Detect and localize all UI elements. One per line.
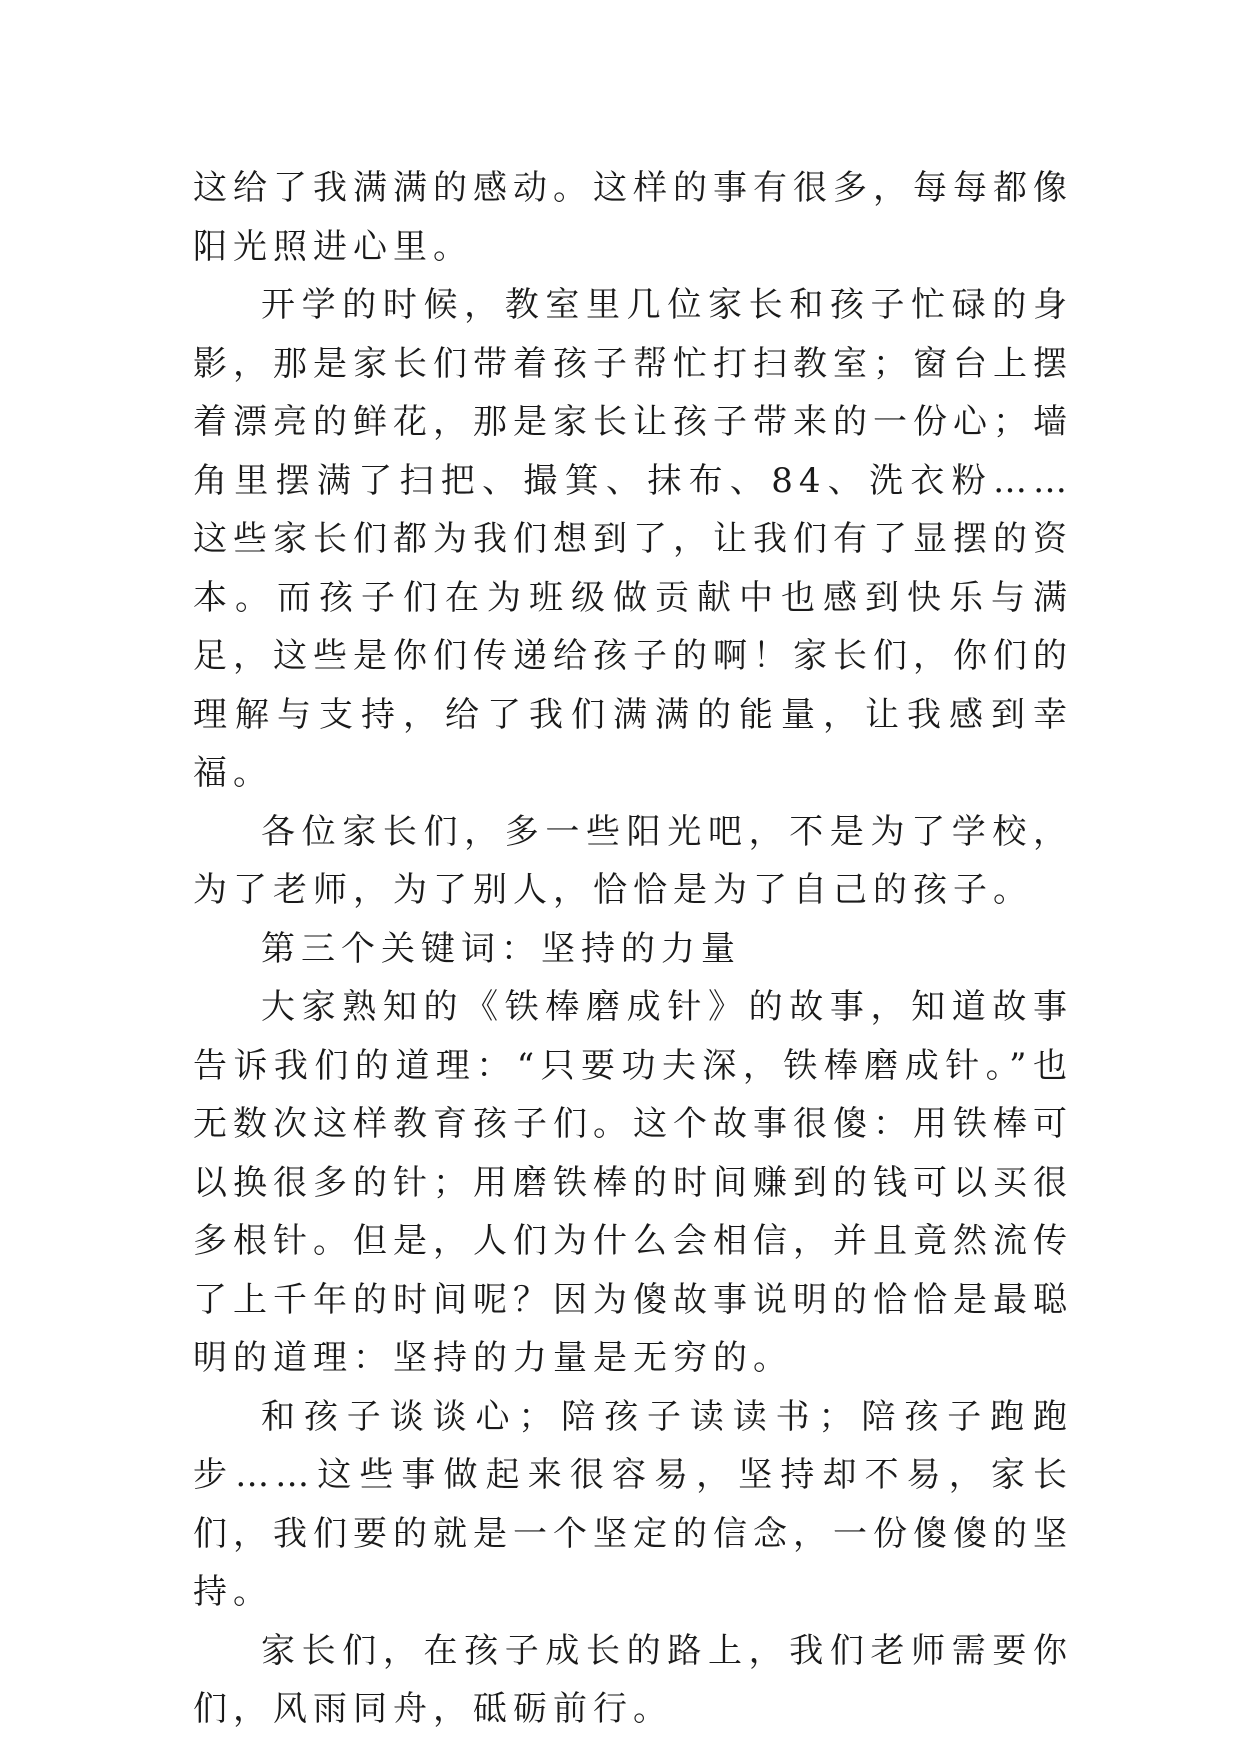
paragraph-continuation: 这给了我满满的感动。这样的事有很多，每每都像阳光照进心里。	[193, 168, 1073, 267]
body-text	[193, 159, 1073, 1739]
paragraph-sunshine-appeal: 各位家长们，多一些阳光吧，不是为了学校，为了老师，为了别人，恰恰是为了自己的孩子。	[193, 811, 1073, 910]
paragraph-perseverance: 和孩子谈谈心；陪孩子读读书；陪孩子跑跑步……这些事做起来很容易，坚持却不易，家长们，我们要的就是一个坚定的信念，一份傻傻的坚持。	[193, 1396, 1073, 1612]
paragraph-iron-rod-story: 大家熟知的《铁棒磨成针》的故事，知道故事告诉我们的道理：“只要功夫深，铁棒磨成针。”也无数次这样教育孩子们。这个故事很傻：用铁棒可以换很多的针；用磨铁棒的时间赚到的钱可以买很多根针。但是，人们为什么会相信，并且竟然流传了上千年的时间呢？因为傻故事说明的恰恰是最聪明的道理：坚持的力量是无穷的。	[193, 987, 1073, 1378]
section-heading-keyword-three: 第三个关键词：坚持的力量	[261, 928, 741, 969]
paragraph-closing: 家长们，在孩子成长的路上，我们老师需要你们，风雨同舟，砥砺前行。	[193, 1630, 1073, 1729]
paragraph-school-start: 开学的时候，教室里几位家长和孩子忙碌的身影，那是家长们带着孩子帮忙打扫教室；窗台上摆着漂亮的鲜花，那是家长让孩子带来的一份心；墙角里摆满了扫把、撮箕、抹布、84、洗衣粉……这些家长们都为我们想到了，让我们有了显摆的资本。而孩子们在为班级做贡献中也感到快乐与满足，这些是你们传递给孩子的啊！家长们，你们的理解与支持，给了我们满满的能量，让我感到幸福。	[193, 285, 1073, 793]
